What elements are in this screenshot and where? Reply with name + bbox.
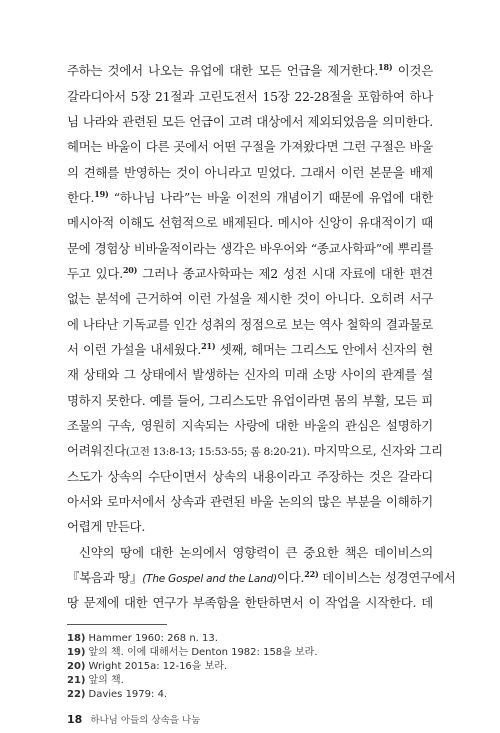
text-run: 주하는 것에서 나오는 유업에 대한 모든 언급을 제거한다.	[67, 63, 379, 78]
body-line	[67, 342, 433, 360]
body-line	[67, 443, 443, 461]
body-line: 스도가 상속의 수단이면서 상속의 내용이라고 주장하는 것은 갈라디	[67, 469, 433, 484]
footnote-ref: 21)	[201, 340, 216, 351]
footnote-number: 21)	[67, 675, 86, 686]
footnote-text: Davies 1979: 4.	[88, 689, 168, 700]
text-run: “하나님 나라”는 바울 이전의 개념이기 때문에 유업에 대한	[108, 190, 433, 205]
text-run: 셋째, 헤머는 그리스도 안에서 신자의 현	[215, 342, 434, 357]
body-line: 명하지 못한다. 예를 들어, 그리스도만 유업이라면 몸의 부활, 모든 피	[67, 393, 433, 408]
body-line: 조물의 구속, 영원히 지속되는 사랑에 대한 바울의 관심은 설명하기	[67, 418, 433, 433]
text-run: . 마지막으로, 신자와 그리	[306, 443, 443, 458]
page-number: 18	[67, 713, 83, 726]
body-line: 문에 경험상 비바울적이라는 생각은 바우어와 “종교사학파”에 뿌리를	[67, 241, 433, 256]
body-line: 땅 문제에 대한 연구가 부족함을 한탄하면서 이 작업을 시작한다. 데	[67, 595, 433, 610]
body-line: 어렵게 만든다.	[67, 519, 146, 534]
footnote-text: 앞의 책. 이에 대해서는 Denton 1982: 158을 보라.	[88, 647, 318, 658]
body-line: 재 상태와 그 상태에서 발생하는 신자의 미래 소망 사이의 관계를 설	[67, 367, 433, 382]
body-line	[67, 266, 433, 284]
footnote-number: 20)	[67, 661, 86, 672]
body-line: 의 견해를 반영하는 것이 아니라고 믿었다. 그래서 이런 본문을 배제	[67, 165, 433, 180]
footnote-text: Hammer 1960: 268 n. 13.	[88, 633, 218, 644]
body-line: 헤머는 바울이 다른 곳에서 어떤 구절을 가져왔다면 그런 구절은 바울	[67, 139, 433, 154]
body-line: 아서와 로마서에서 상속과 관련된 바울 논의의 많은 부분을 이해하기	[67, 494, 433, 509]
body-line: 신약의 땅에 대한 논의에서 영향력이 큰 중요한 책은 데이비스의	[79, 545, 433, 560]
book-title: 『복음과 땅』	[67, 570, 143, 585]
text-run: 데이비스는 성경연구에서	[318, 570, 456, 585]
text-run: 한다.	[67, 190, 95, 205]
footnote-number: 19)	[67, 647, 86, 658]
body-line	[67, 63, 433, 81]
text-run: 그러나 종교사학파는 제2 성전 시대 자료에 대한 편견	[137, 266, 434, 281]
text-run: 두고 있다.	[67, 266, 123, 281]
scripture-citation: (고전 13:8-13; 15:53-55; 롬 8:20-21)	[125, 446, 307, 458]
body-line: 없는 분석에 근거하여 이런 가설을 제시한 것이 아니다. 오히려 서구	[67, 291, 433, 306]
footnote-number: 22)	[67, 689, 86, 700]
footnote-number: 18)	[67, 633, 86, 644]
page-footer	[67, 712, 200, 726]
body-line: 님 나라와 관련된 모든 언급이 고려 대상에서 제외되었음을 의미한다.	[67, 114, 433, 129]
text-run: 이것은	[392, 63, 434, 78]
text-run: 서 이런 가설을 내세웠다.	[67, 342, 202, 357]
body-line: 메시아적 이해도 선험적으로 배제된다. 메시아 신앙이 유대적이기 때	[67, 215, 433, 230]
book-title-english: (The Gospel and the Land)	[142, 573, 277, 585]
body-line: 갈라디아서 5장 21절과 고린도전서 15장 22-28절을 포함하여 하나	[67, 89, 433, 104]
footnote-text: Wright 2015a: 12-16을 보라.	[88, 661, 228, 672]
footnote-ref: 20)	[122, 264, 138, 275]
running-title: 하나님 아들의 상속을 나눔	[90, 715, 201, 726]
body-line	[67, 568, 456, 588]
footnote-ref: 18)	[378, 61, 393, 72]
text-run: 어려워진다	[67, 443, 126, 458]
footnote-ref: 22)	[304, 568, 319, 579]
footnote-ref: 19)	[94, 188, 109, 199]
footnote	[67, 688, 433, 704]
text-run: 이다.	[276, 570, 305, 585]
body-line: 에 나타난 기독교를 인간 성취의 정점으로 보는 역사 철학의 결과물로	[67, 317, 433, 332]
footnote-divider	[67, 624, 167, 625]
body-line	[67, 190, 433, 208]
footnote-text: 앞의 책.	[88, 675, 124, 686]
